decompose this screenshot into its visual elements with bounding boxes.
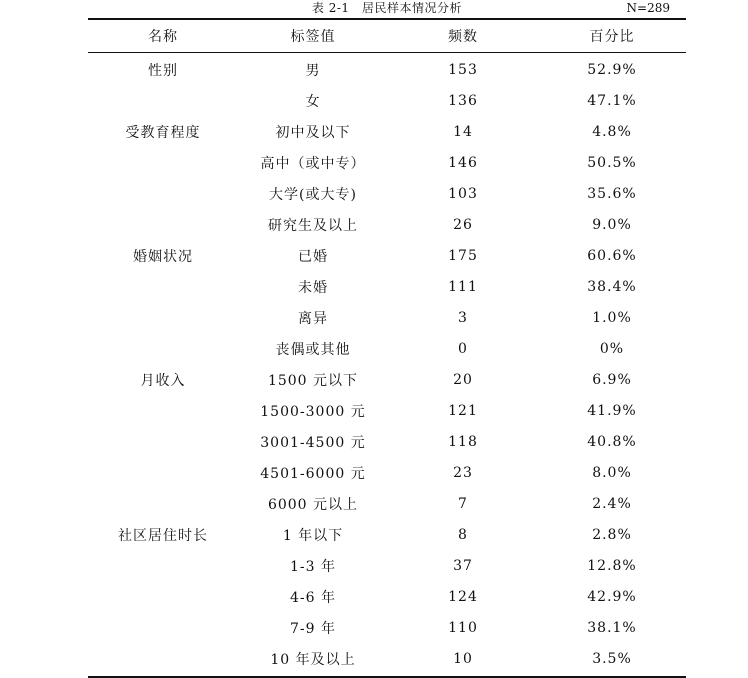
row-percentage: 38.1%	[587, 619, 637, 636]
row-category: 月收入	[140, 372, 186, 389]
row-frequency: 153	[448, 61, 478, 78]
row-frequency: 7	[458, 495, 468, 512]
row-category: 受教育程度	[125, 124, 201, 141]
row-frequency: 23	[453, 464, 473, 481]
row-percentage: 4.8%	[592, 123, 632, 140]
row-percentage: 1.0%	[592, 309, 632, 326]
table-row	[88, 271, 686, 302]
header-percentage: 百分比	[589, 29, 635, 45]
row-label-value: 1-3 年	[290, 558, 336, 575]
row-label-value: 1500-3000 元	[260, 403, 366, 420]
row-label-value: 4-6 年	[290, 589, 336, 606]
row-frequency: 37	[453, 557, 473, 574]
row-frequency: 175	[448, 247, 478, 264]
row-label-value: 1 年以下	[282, 527, 344, 544]
row-frequency: 110	[448, 619, 478, 636]
table-row	[88, 426, 686, 457]
row-label-value: 丧偶或其他	[275, 341, 351, 358]
row-frequency: 26	[453, 216, 473, 233]
row-frequency: 8	[458, 526, 468, 543]
row-percentage: 8.0%	[592, 464, 632, 481]
row-frequency: 10	[453, 650, 473, 667]
table-row	[88, 519, 686, 550]
table-row	[88, 240, 686, 271]
table-row	[88, 209, 686, 240]
row-label-value: 6000 元以上	[267, 496, 359, 513]
row-label-value: 已婚	[298, 248, 328, 265]
row-category: 性别	[148, 62, 178, 79]
table-row	[88, 85, 686, 116]
row-label-value: 男	[305, 62, 321, 79]
table-row	[88, 395, 686, 426]
table-row	[88, 364, 686, 395]
table-row	[88, 116, 686, 147]
row-percentage: 9.0%	[592, 216, 632, 233]
row-frequency: 146	[448, 154, 478, 171]
table-row	[88, 643, 686, 674]
row-label-value: 1500 元以下	[267, 372, 359, 389]
row-frequency: 124	[448, 588, 478, 605]
sample-size-label: N=289	[626, 1, 670, 15]
row-percentage: 6.9%	[592, 371, 632, 388]
table-row	[88, 333, 686, 364]
row-label-value: 未婚	[298, 279, 328, 296]
row-percentage: 35.6%	[587, 185, 637, 202]
row-percentage: 2.4%	[592, 495, 632, 512]
row-frequency: 103	[448, 185, 478, 202]
table-row	[88, 178, 686, 209]
table-row	[88, 302, 686, 333]
row-percentage: 50.5%	[587, 154, 637, 171]
row-frequency: 3	[458, 309, 468, 326]
row-category: 婚姻状况	[133, 248, 193, 265]
row-frequency: 14	[453, 123, 473, 140]
row-percentage: 3.5%	[592, 650, 632, 667]
row-percentage: 47.1%	[587, 92, 637, 109]
row-label-value: 3001-4500 元	[260, 434, 366, 451]
row-percentage: 41.9%	[587, 402, 637, 419]
header-name: 名称	[148, 29, 178, 45]
row-label-value: 大学(或大专)	[269, 186, 357, 203]
row-percentage: 0%	[599, 340, 625, 357]
table-caption: 表 2-1 居民样本情况分析	[311, 1, 463, 15]
row-percentage: 38.4%	[587, 278, 637, 295]
row-label-value: 10 年及以上	[270, 651, 356, 668]
row-label-value: 离异	[298, 310, 328, 327]
header-label-value: 标签值	[290, 29, 336, 45]
row-frequency: 20	[453, 371, 473, 388]
row-label-value: 7-9 年	[290, 620, 336, 637]
table-body	[88, 53, 686, 675]
row-percentage: 42.9%	[587, 588, 637, 605]
table-row	[88, 488, 686, 519]
table-header-row	[88, 20, 686, 52]
table-row	[88, 457, 686, 488]
table-row	[88, 550, 686, 581]
header-frequency: 频数	[448, 29, 478, 45]
table-caption-row	[88, 0, 686, 17]
row-label-value: 高中（或中专）	[260, 155, 366, 172]
table-row	[88, 147, 686, 178]
table-row	[88, 612, 686, 643]
row-percentage: 60.6%	[587, 247, 637, 264]
row-percentage: 40.8%	[587, 433, 637, 450]
row-label-value: 4501-6000 元	[260, 465, 366, 482]
row-frequency: 111	[448, 278, 478, 295]
row-frequency: 136	[448, 92, 478, 109]
resident-sample-table	[88, 18, 686, 678]
row-percentage: 12.8%	[587, 557, 637, 574]
row-percentage: 52.9%	[587, 61, 637, 78]
row-label-value: 研究生及以上	[268, 217, 358, 234]
row-percentage: 2.8%	[592, 526, 632, 543]
row-frequency: 118	[448, 433, 478, 450]
row-label-value: 女	[305, 93, 321, 110]
row-frequency: 0	[458, 340, 468, 357]
table-row	[88, 581, 686, 612]
row-category: 社区居住时长	[118, 527, 208, 544]
row-frequency: 121	[448, 402, 478, 419]
row-label-value: 初中及以下	[275, 124, 351, 141]
table-row	[88, 54, 686, 85]
